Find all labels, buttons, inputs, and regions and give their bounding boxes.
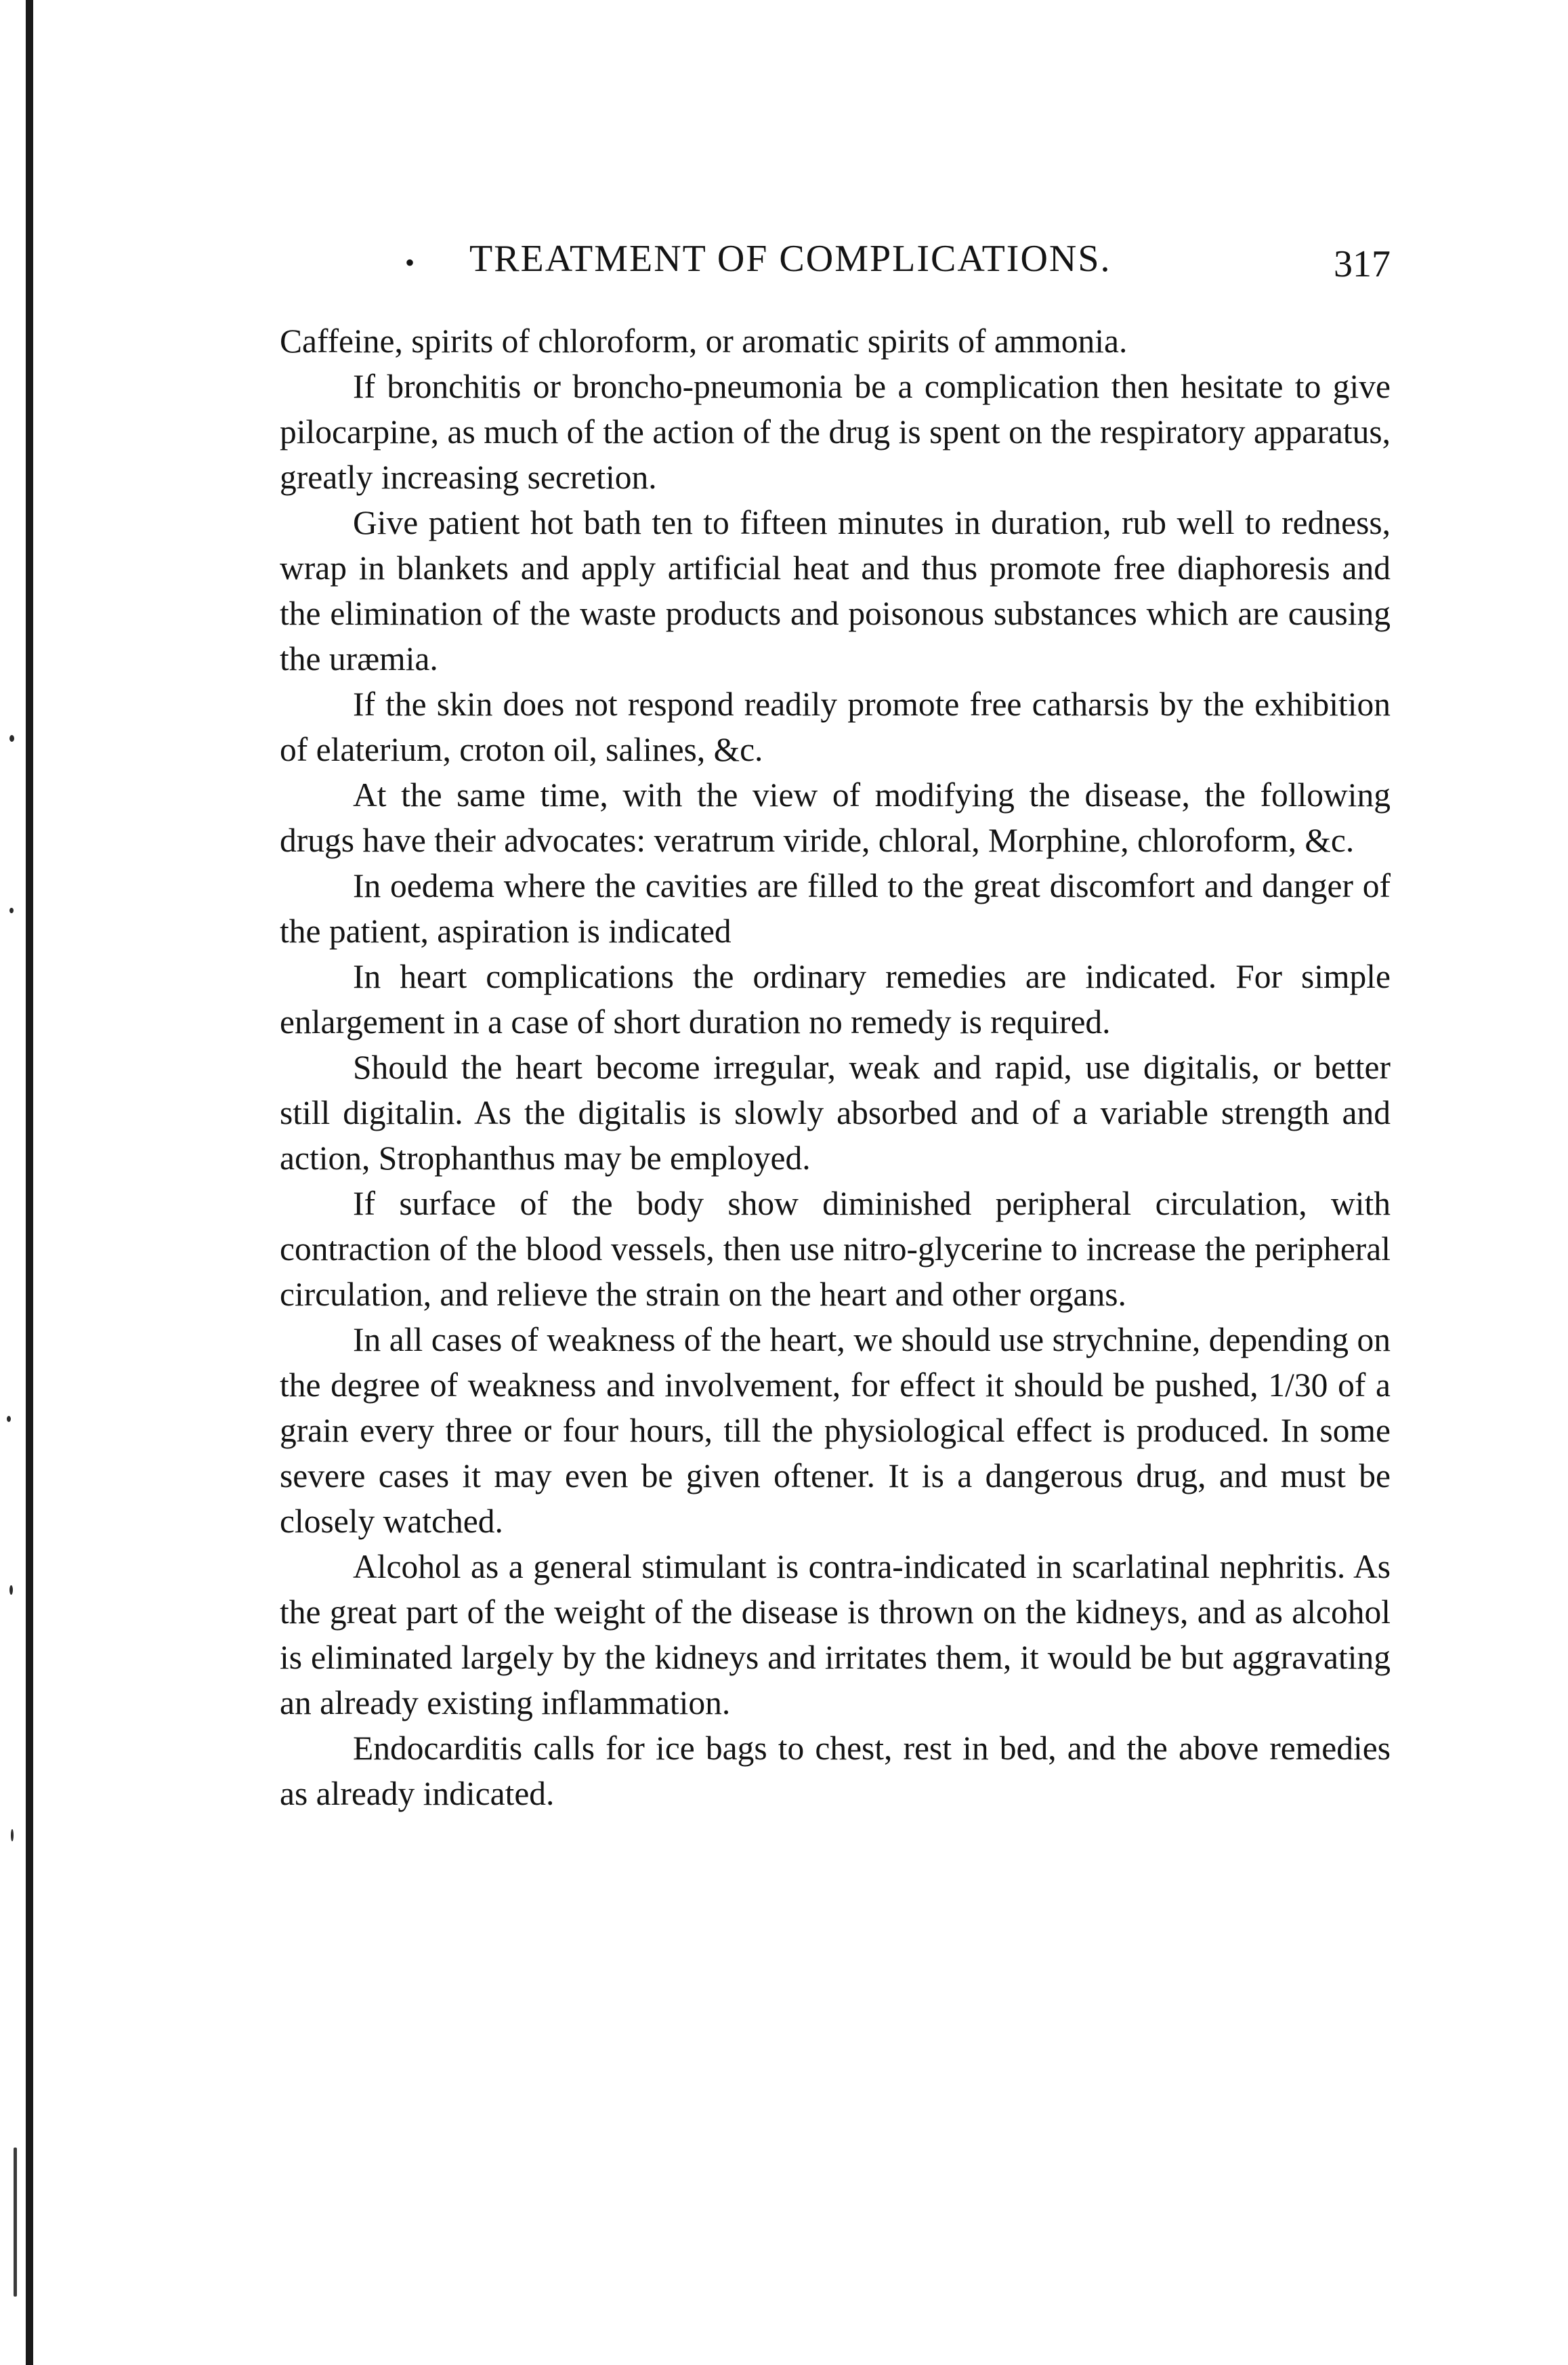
binding-specks [0, 0, 27, 2365]
body-text [280, 318, 1391, 1816]
paragraph: In oedema where the cavities are filled to the great discomfort and danger of the patient, aspiration is indicated [280, 867, 1391, 950]
paragraph: Should the heart become irregular, weak and rapid, use digitalis, or better still digitalin. As the digitalis is slowly absorbed and of a variable strength and action, Strophanthus may be employed. [280, 1049, 1391, 1177]
paragraph: Caffeine, spirits of chloroform, or aromatic spirits of ammonia. [280, 322, 1128, 360]
paragraph: In all cases of weakness of the heart, we should use strychnine, depending on the degree of weakness and involvement, for effect it should be pushed, 1/30 of a grain every three or four hours, till the physiological effect is produced. In some severe cases it may even be given oftener. It is a dangerous drug, and must be closely watched. [280, 1321, 1391, 1540]
running-header [280, 230, 1391, 298]
page-number: 317 [1334, 243, 1391, 285]
paragraph: Endocarditis calls for ice bags to chest, rest in bed, and the above remedies as already indicated. [280, 1730, 1391, 1812]
paragraph: Alcohol as a general stimulant is contra-indicated in scarlatinal nephritis. As the great part of the weight of the disease is thrown on the kidneys, and as alcohol is eliminated largely by the kidneys and irritates them, it would be but aggravating an already existing inflammation. [280, 1548, 1391, 1721]
page-title: TREATMENT OF COMPLICATIONS. [469, 238, 1111, 280]
paragraph: If surface of the body show diminished peripheral circulation, with contraction of the blood vessels, then use nitro-glycerine to increase the peripheral circulation, and relieve the strain on the heart and other organs. [280, 1185, 1391, 1313]
paragraph: At the same time, with the view of modifying the disease, the following drugs have their advocates: veratrum viride, chloral, Morphine, chloroform, &c. [280, 776, 1391, 859]
paragraph: Give patient hot bath ten to fifteen minutes in duration, rub well to redness, wrap in blankets and apply artificial heat and thus promote free diaphoresis and the elimination of the waste products and poisonous substances which are causing the uræmia. [280, 504, 1391, 677]
book-page [280, 230, 1391, 1816]
paragraph: If the skin does not respond readily promote free catharsis by the exhibition of elaterium, croton oil, salines, &c. [280, 686, 1391, 768]
paragraph: In heart complications the ordinary remedies are indicated. For simple enlargement in a case of short duration no remedy is required. [280, 958, 1391, 1041]
header-dot: • [405, 247, 415, 278]
paragraph: If bronchitis or broncho-pneumonia be a complication then hesitate to give pilocarpine, as much of the action of the drug is spent on the respiratory apparatus, greatly increasing secretion. [280, 368, 1391, 496]
